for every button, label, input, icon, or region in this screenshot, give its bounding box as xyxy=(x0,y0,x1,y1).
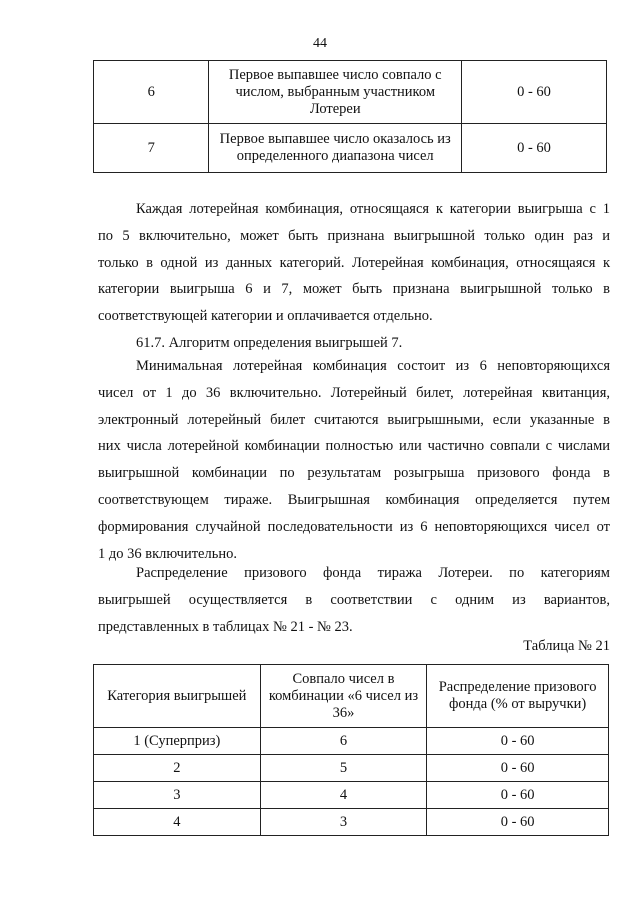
table-cell: 3 xyxy=(94,782,261,809)
distribution-cell: 0 - 60 xyxy=(462,61,607,124)
table-row xyxy=(94,728,609,755)
table-cell: 0 - 60 xyxy=(427,728,609,755)
table-cell: 5 xyxy=(260,755,427,782)
table-cell: 6 xyxy=(260,728,427,755)
table-caption: Таблица № 21 xyxy=(523,638,610,654)
table-cell: 0 - 60 xyxy=(427,755,609,782)
table-cell: 1 (Суперприз) xyxy=(94,728,261,755)
distribution-cell: 0 - 60 xyxy=(462,124,607,173)
table-header-row xyxy=(94,665,609,728)
text-line: выигрышной комбинации по результатам розыгрыша призового фонда в xyxy=(98,465,610,482)
text-line: чисел от 1 до 36 включительно. Лотерейный билет, лотерейная квитанция, xyxy=(98,384,610,401)
prize-category-table-continued xyxy=(93,60,607,173)
category-cell: 7 xyxy=(94,124,209,173)
text-line: соответствующем тираже. Выигрышная комбинация определяется путем xyxy=(98,491,610,508)
text-line: электронный лотерейный билет считаются выигрышными, если указанные в xyxy=(98,411,610,428)
paragraph-winning-combinations xyxy=(98,196,610,330)
table-cell: 4 xyxy=(260,782,427,809)
table-cell: 3 xyxy=(260,809,427,836)
text-line: Каждая лотерейная комбинация, относящаяся к категории выигрыша с 1 xyxy=(136,201,610,217)
text-line: 1 до 36 включительно. xyxy=(98,545,237,562)
condition-cell: Первое выпавшее число оказалось из определенного диапазона чисел xyxy=(209,124,462,173)
text-line: них числа лотерейной комбинации полностью или частично совпали с числами xyxy=(98,438,610,455)
text-line: только в одной из данных категорий. Лотерейная комбинация, относящаяся к xyxy=(98,254,610,271)
table-cell: 2 xyxy=(94,755,261,782)
paragraph-algorithm xyxy=(98,353,610,567)
column-header: Распределение призового фонда (% от выручки) xyxy=(427,665,609,728)
table-row xyxy=(94,755,609,782)
page-number: 44 xyxy=(313,36,327,51)
table-row xyxy=(94,809,609,836)
text-line: представленных в таблицах № 21 - № 23. xyxy=(98,618,353,635)
table-row xyxy=(94,124,607,173)
table-row xyxy=(94,61,607,124)
text-line: соответствующей категории и оплачивается отдельно. xyxy=(98,308,433,325)
table-row xyxy=(94,782,609,809)
text-line: Распределение призового фонда тиража Лотереи. по категориям xyxy=(136,565,610,581)
text-line: Минимальная лотерейная комбинация состоит из 6 неповторяющихся xyxy=(136,358,610,374)
text-line: по 5 включительно, может быть признана выигрышной только один раз и xyxy=(98,227,610,244)
table-cell: 0 - 60 xyxy=(427,809,609,836)
column-header: Совпало чисел в комбинации «6 чисел из 36» xyxy=(260,665,427,728)
table-cell: 0 - 60 xyxy=(427,782,609,809)
column-header: Категория выигрышей xyxy=(94,665,261,728)
paragraph-distribution xyxy=(98,560,610,640)
condition-cell: Первое выпавшее число совпало с числом, выбранным участником Лотереи xyxy=(209,61,462,124)
table-cell: 4 xyxy=(94,809,261,836)
section-heading-61-7: 61.7. Алгоритм определения выигрышей 7. xyxy=(136,335,403,351)
table-21 xyxy=(93,664,609,836)
category-cell: 6 xyxy=(94,61,209,124)
text-line: выигрышей осуществляется в соответствии с одним из вариантов, xyxy=(98,591,610,608)
text-line: категории выигрыша 6 и 7, может быть признана выигрышной только в xyxy=(98,281,610,298)
text-line: формирования случайной последовательности из 6 неповторяющихся чисел от xyxy=(98,518,610,535)
